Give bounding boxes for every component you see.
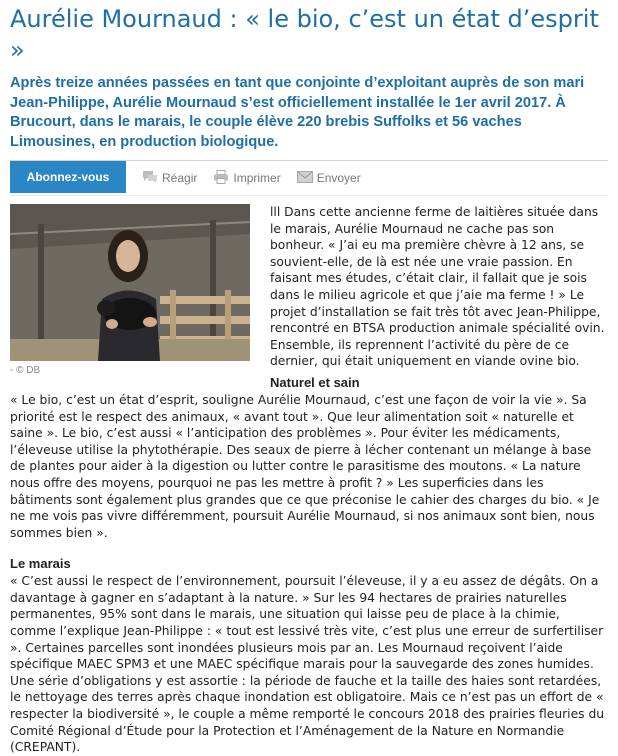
intro-paragraph: lll Dans cette ancienne ferme de laitières située dans le marais, Aurélie Mournaud ne cache pas son bonheur. « J’ai eu ma première chèvre à 12 ans, se souvient-elle, de là est née une vraie passion. En faisant mes études, c’était clair, il fallait que je sois dans le milieu agricole et que j’aie ma ferme ! » Le projet d’installation se fait très tôt avec Jean-Philippe, rencontré en BTSA production animale spécialité ovin. Ensemble, ils reprennent l’activité du père de ce dernier, qui était uniquement en viande ovine bio. [270, 205, 605, 369]
subscribe-button[interactable]: Abonnez-vous [10, 161, 126, 193]
article-title: Aurélie Mournaud : « le bio, c’est un état d’esprit » [10, 5, 599, 64]
speech-bubble-icon [142, 170, 162, 187]
print-button[interactable] [213, 170, 280, 187]
article-lead: Après treize années passées en tant que conjointe d’exploitant auprès de son mari Jean-Philippe, Aurélie Mournaud s’est officiellement installée le 1er avril 2017. À Brucourt, dans le marais, le couple élève 220 brebis Suffolks et 56 vaches Limousines, en production biologique. [10, 75, 585, 150]
section-paragraph-marais: « C’est aussi le respect de l’environnement, poursuit l’éleveuse, il y a eu assez de dégâts. On a davantage à gagner en s’adaptant à la nature. » Sur les 94 hectares de prairies naturelles permanentes, 95% sont dans le marais, une situation qui laisse peu de place à la chimie, comme l’explique Jean-Philippe : « tout est lessivé très vite, c’est plus une erreur de surfertiliser ». Certaines parcelles sont inondées plusieurs mois par an. Les Mournaud reçoivent l’aide spécifique MAEC SPM3 et une MAEC spécifique marais pour la sauvegarde des zones humides. Une série d’obligations y est assortie : la période de fauche et la taille des haies sont retardées, le nettoyage des terres après chaque inondation est obligatoire. Mais ce n’est pas un effort de « respecter la biodiversité », le couple a même remporté le concours 2018 des prairies fleuries du Comité Régional d’Étude pour la Protection et l’Aménagement de la Nature en Normandie (CREPANT). [10, 574, 605, 755]
send-label: Envoyer [316, 171, 361, 185]
section-heading-marais: Le marais [10, 556, 71, 572]
react-button[interactable] [142, 170, 197, 187]
article-photo[interactable] [10, 204, 250, 361]
section-paragraph-naturel: « Le bio, c’est un état d’esprit, souligne Aurélie Mournaud, c’est une façon de voir la vie ». Sa priorité est le respect des animaux, « avant tout ». Que leur alimentation soit « naturelle et saine ». Le bio, c’est aussi « l’anticipation des problèmes ». Pour éviter les médicaments, l’éleveuse utilise la phytothérapie. Des seaux de pierre à lécher contenant un mélange à base de plantes pour aider à la digestion ou lutter contre le parasitisme des moutons. « La nature nous offre des moyens, pourquoi ne pas les mettre à profit ? » Les superficies dans les bâtiments sont également plus grandes que ce que préconise le cahier des charges du bio. « Je ne me vois pas vivre différemment, poursuit Aurélie Mournaud, si nos animaux sont bien, nous sommes bien ». [10, 392, 600, 540]
section-heading-naturel: Naturel et sain [270, 374, 360, 390]
photo-credit: - © DB [10, 365, 41, 376]
react-label: Réagir [162, 171, 198, 185]
photo-block [10, 204, 250, 376]
article-toolbar [10, 160, 608, 196]
send-button[interactable] [297, 171, 361, 186]
print-label: Imprimer [233, 171, 281, 185]
envelope-icon [297, 171, 317, 186]
printer-icon [213, 170, 233, 187]
article-body [10, 204, 608, 756]
